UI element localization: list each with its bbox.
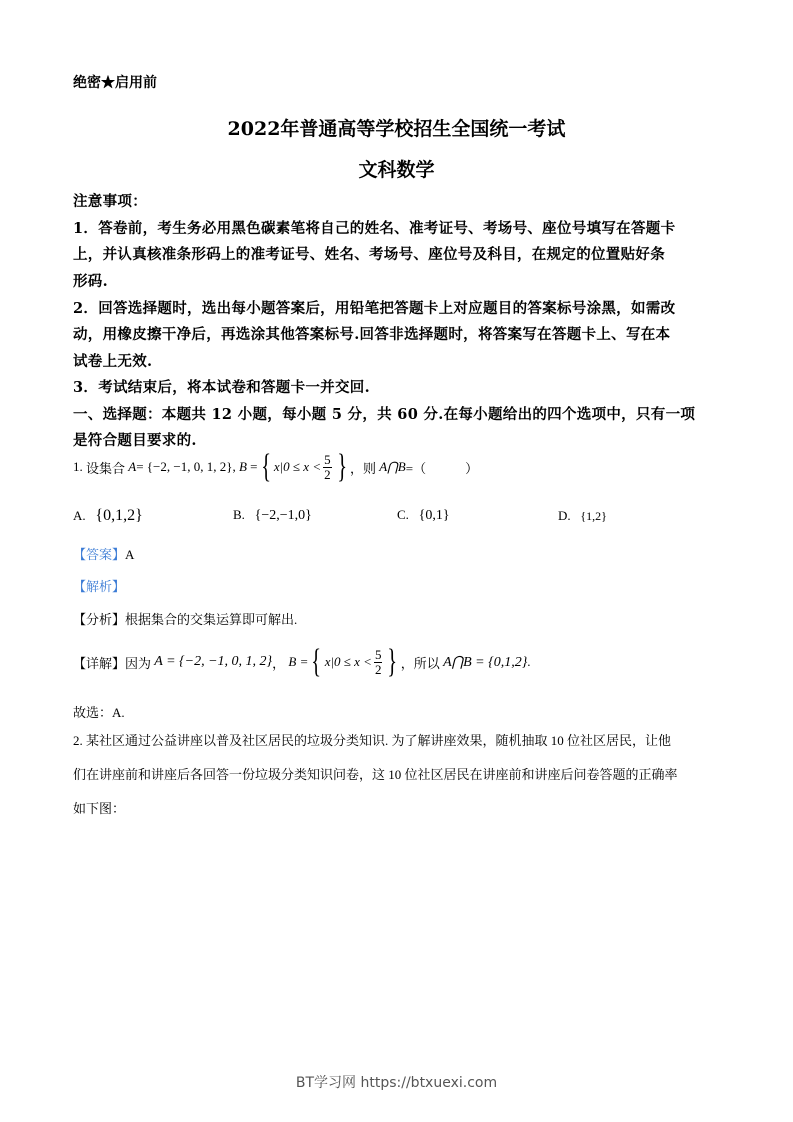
fraction xyxy=(323,453,332,481)
notice-line: 试卷上无效. xyxy=(73,353,153,370)
fenxi-tag: 【分析】 xyxy=(73,612,126,627)
right-brace: } xyxy=(387,643,398,680)
left-brace: { xyxy=(311,643,322,680)
fraction-denominator: 2 xyxy=(324,466,331,482)
detail-text: 因为 xyxy=(125,655,152,671)
question-text: ，则 xyxy=(349,460,376,476)
option-label: C. xyxy=(397,507,409,522)
footer-watermark: BT学习网 https://btxuexi.com xyxy=(295,1075,498,1091)
notice-heading: 注意事项： xyxy=(73,193,147,210)
detail-result: A⋂B = {0,1,2} xyxy=(443,654,528,670)
fraction xyxy=(374,648,383,676)
answer-value: A xyxy=(125,547,135,562)
fraction-denominator: 2 xyxy=(374,661,382,677)
fenxi-line xyxy=(73,609,297,628)
analysis-line xyxy=(73,576,125,595)
set-a-value: = {−2, −1, 0, 1, 2} xyxy=(136,459,233,474)
detail-line xyxy=(73,642,531,682)
notice-line: 形码. xyxy=(73,273,108,290)
notice-line: 动，用橡皮擦干净后，再选涂其他答案标号.回答非选择题时，将答案写在答题卡上、写在本 xyxy=(73,326,671,343)
option-a xyxy=(73,507,143,525)
choose-line: 故选：A. xyxy=(73,705,125,720)
analysis-tag: 【解析】 xyxy=(73,579,126,594)
question-1-stem xyxy=(73,450,478,484)
detail-tag: 【详解】 xyxy=(73,655,126,671)
equals-sign: = xyxy=(250,459,258,474)
notice-line: 3．考试结束后，将本试卷和答题卡一并交回. xyxy=(73,379,370,396)
left-brace: { xyxy=(260,448,271,485)
exam-title: 2022年普通高等学校招生全国统一考试 xyxy=(227,118,566,140)
section-line: 是符合题目要求的. xyxy=(73,432,197,449)
question-2-line: 如下图： xyxy=(73,801,126,816)
option-value: {−2,−1,0} xyxy=(254,508,312,523)
fenxi-text: 根据集合的交集运算即可解出. xyxy=(125,612,298,627)
answer-tag: 【答案】 xyxy=(73,547,126,562)
answer-blank: =（ ） xyxy=(405,460,479,476)
detail-set-b: B = xyxy=(288,654,309,669)
period: . xyxy=(527,654,531,669)
option-label: A. xyxy=(73,508,86,523)
detail-condition: x|0 ≤ x < xyxy=(324,654,372,669)
question-number: 1. xyxy=(73,459,83,474)
set-b-condition: x|0 ≤ x < xyxy=(273,459,322,474)
fraction-numerator: 5 xyxy=(324,451,331,467)
set-a-name: A xyxy=(128,459,137,474)
option-label: D. xyxy=(558,508,571,523)
right-brace: } xyxy=(336,448,347,485)
section-line: 一、选择题：本题共 12 小题，每小题 5 分，共 60 分.在每小题给出的四个选项中，只有一项 xyxy=(73,406,696,423)
question-2-line: 2. 某社区通过公益讲座以普及社区居民的垃圾分类知识. 为了解讲座效果，随机抽取 10 位社区居民，让他 xyxy=(73,733,672,748)
option-d xyxy=(558,508,607,524)
question-text: 设集合 xyxy=(86,460,126,476)
detail-text: ，所以 xyxy=(400,655,440,671)
question-2-line: 们在讲座前和讲座后各回答一份垃圾分类知识问卷，这 10 位社区居民在讲座前和讲座后问卷答题的正确率 xyxy=(73,767,678,782)
option-value: {0,1,2} xyxy=(95,507,143,524)
option-value: {0,1} xyxy=(418,508,450,523)
confidential-label: 绝密★启用前 xyxy=(73,75,157,91)
option-label: B. xyxy=(233,507,245,522)
answer-line xyxy=(73,544,134,563)
option-b xyxy=(233,507,312,524)
option-value: {1,2} xyxy=(580,509,607,523)
detail-set-a: A = {−2, −1, 0, 1, 2} xyxy=(154,654,273,669)
fraction-numerator: 5 xyxy=(374,646,382,662)
notice-line: 2．回答选择题时，选出每小题答案后，用铅笔把答题卡上对应题目的答案标号涂黑，如需改 xyxy=(73,300,676,317)
intersection-expr: A⋂B xyxy=(379,459,406,474)
set-b-name: B xyxy=(238,459,247,474)
separator: , xyxy=(232,459,236,474)
separator: ， xyxy=(272,655,286,671)
exam-subtitle: 文科数学 xyxy=(358,159,435,181)
notice-line: 上，并认真核准条形码上的准考证号、姓名、考场号、座位号及科目，在规定的位置贴好条 xyxy=(73,246,665,263)
notice-line: 1．答卷前，考生务必用黑色碳素笔将自己的姓名、准考证号、考场号、座位号填写在答题卡 xyxy=(73,220,676,237)
option-c xyxy=(397,507,450,524)
